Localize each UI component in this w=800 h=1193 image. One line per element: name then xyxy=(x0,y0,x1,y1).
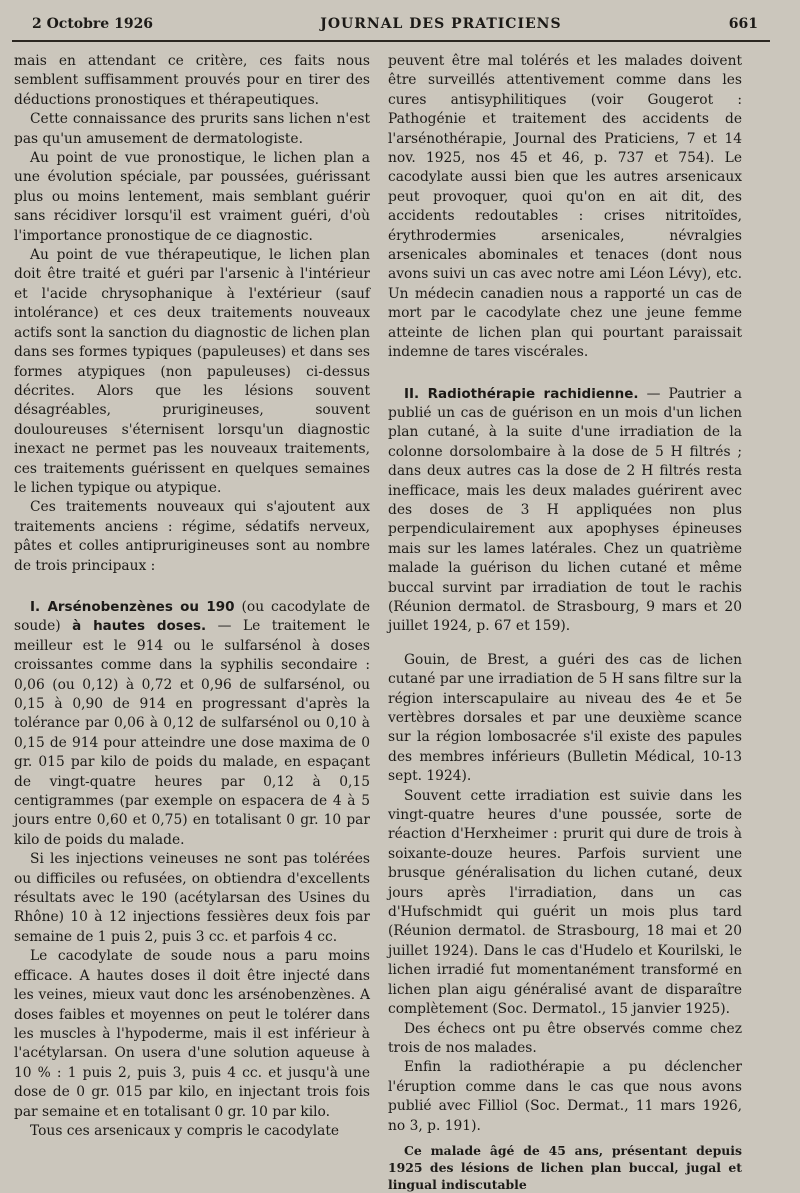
left-column xyxy=(14,52,370,1141)
section-heading-tail: à hautes doses. xyxy=(72,618,207,635)
paragraph: Si les injections veineuses ne sont pas tolérées ou difficiles ou refusées, on obtiendra d'excellents résultats avec le 190 (acétylarsan des Usines du Rhône) 10 à 12 injections fessières deux fois par semaine de 1 puis 2, puis 3 cc. et parfois 4 cc. xyxy=(14,851,370,945)
header-rule xyxy=(12,40,770,42)
case-note: Ce malade âgé de 45 ans, présentant depuis 1925 des lésions de lichen plan buccal, jugal et lingual indiscutable xyxy=(388,1142,742,1192)
paragraph: Au point de vue pronostique, le lichen plan a une évolution spéciale, par poussées, guérissant plus ou moins lentement, mais semblant guérir sans récidiver lorsqu'il est vraiment guéri, d'où l'importance pronostique de ce diagnostic. xyxy=(14,150,370,244)
section-heading-mid: (ou cacodylate de soude) xyxy=(14,598,370,635)
section-body: — Le traitement le meilleur est le 914 ou le sulfarsénol à doses croissantes comme dans la syphilis secondaire : 0,06 (ou 0,12) à 0,72 et 0,96 de sulfarsénol, ou 0,15 à 0,90 de 914 en progressant d'après la tolérance par 0,06 à 0,12 de sulfarsénol ou 0,10 à 0,15 de 914 pour atteindre une dose maxima de 0 gr. 015 par kilo de poids du malade, en espaçant de vingt-quatre heures par 0,12 à 0,15 centigrammes (par exemple on espacera de 4 à 5 jours entre 0,60 et 0,75) en totalisant 0 gr. 10 par kilo de poids du malade. xyxy=(14,618,370,848)
paragraph: Enfin la radiothérapie a pu déclencher l'éruption comme dans le cas que nous avons publié avec Filliol (Soc. Dermat., 11 mars 1926, no 3, p. 191). xyxy=(388,1059,742,1134)
paragraph: mais en attendant ce critère, ces faits nous semblent suffisamment prouvés pour en tirer des déductions pronostiques et thérapeutiques. xyxy=(14,53,370,108)
header-page-number: 661 xyxy=(728,16,758,32)
paragraph: Cette connaissance des prurits sans lichen n'est pas qu'un amusement de dermatologiste. xyxy=(14,111,370,147)
paragraph: Gouin, de Brest, a guéri des cas de lichen cutané par une irradiation de 5 H sans filtre sur la région interscapulaire au niveau des 4e et 5e vertèbres dorsales et par une deuxième scance sur la région lombosacrée s'il existe des papules des membres inférieurs (Bulletin Médical, 10-13 sept. 1924). xyxy=(388,651,742,785)
paragraph: Le cacodylate de soude nous a paru moins efficace. A hautes doses il doit être injecté dans les veines, mieux vaut donc les arsénobenzènes. A doses faibles et moyennes on peut le tolérer dans les muscles à l'hypoderme, mais il est inférieur à l'acétylarsan. On usera d'une solution aqueuse à 10 % : 1 puis 2, puis 3, puis 4 cc. et jusqu'à une dose de 0 gr. 015 par kilo, en injectant trois fois par semaine et en totalisant 0 gr. 10 par kilo. xyxy=(14,948,370,1120)
section-heading: II. Radiothérapie rachidienne. xyxy=(404,385,639,402)
header-date: 2 Octobre 1926 xyxy=(32,16,154,32)
paragraph: Des échecs ont pu être observés comme chez trois de nos malades. xyxy=(388,1020,742,1056)
section-heading: I. Arsénobenzènes ou 190 xyxy=(30,598,235,615)
header-journal-title: JOURNAL DES PRATICIENS xyxy=(320,16,562,32)
paragraph: Tous ces arsenicaux y compris le cacodylate xyxy=(30,1122,340,1139)
right-column xyxy=(388,52,742,1193)
section-paragraph xyxy=(14,598,370,850)
paragraph: Au point de vue thérapeutique, le lichen plan doit être traité et guéri par l'arsenic à l'intérieur et l'acide chrysophanique à l'extérieur (sauf intolérance) et ces deux traitements nouveaux actifs sont la sanction du diagnostic de lichen plan dans ses formes typiques (papuleuses) et dans ses formes atypiques (non papuleuses) ci-dessus décrites. Alors que les lésions souvent désagréables, prurigineuses, souvent douloureuses s'éternisent lorsqu'un diagnostic inexact ne permet pas les nouveaux traitements, ces traitements guérissent en quelques semaines le lichen typique ou atypique. xyxy=(14,247,370,496)
paragraph: peuvent être mal tolérés et les malades doivent être surveillés attentivement comme dans les cures antisyphilitiques (voir Gougerot : Pathogénie et traitement des accidents de l'arsénothérapie, Journal des Praticiens, 7 et 14 nov. 1925, nos 45 et 46, p. 737 et 754). Le cacodylate aussi bien que les autres arsenicaux peut provoquer, quoi qu'on en ait dit, des accidents redoutables : crises nitritoïdes, érythrodermies arsenicales, névralgies arsenicales abominales et tenaces (dont nous avons suivi un cas avec notre ami Léon Lévy), etc. Un médecin canadien nous a rapporté un cas de mort par le cacodylate chez une jeune femme atteinte de lichen plan qui pourtant paraissait indemne de tares viscérales. xyxy=(388,53,742,361)
section-body: — Pautrier a publié un cas de guérison en un mois d'un lichen plan cutané, à la suite d'une irradiation de la colonne dorsolombaire à la dose de 5 H filtrés ; dans deux autres cas la dose de 2 H filtrés resta inefficace, mais les deux malades guérirent avec des doses de 3 H appliquées non plus perpendiculairement aux apophyses épineuses mais sur les lames latérales. Chez un quatrième malade la guérison du lichen cutané et même buccal survint par irradiation de tout le rachis (Réunion dermatol. de Strasbourg, 9 mars et 20 juillet 1924, p. 67 et 159). xyxy=(388,385,742,635)
paragraph: Souvent cette irradiation est suivie dans les vingt-quatre heures d'une poussée, sorte de réaction d'Herxheimer : prurit qui dure de trois à soixante-douze heures. Parfois survient une brusque généralisation du lichen cutané, deux jours après l'irradiation, dans un cas d'Hufschmidt qui guérit un mois plus tard (Réunion dermatol. de Strasbourg, 18 mai et 20 juillet 1924). Dans le cas d'Hudelo et Kourilski, le lichen irradié fut momentanément transformé en lichen plan aigu généralisé avant de disparaître complètement (Soc. Dermatol., 15 janvier 1925). xyxy=(388,787,742,1018)
section-paragraph xyxy=(388,385,742,637)
running-header xyxy=(32,16,758,38)
paragraph: Ces traitements nouveaux qui s'ajoutent aux traitements anciens : régime, sédatifs nerveux, pâtes et colles antiprurigineuses sont au nombre de trois principaux : xyxy=(14,499,370,574)
